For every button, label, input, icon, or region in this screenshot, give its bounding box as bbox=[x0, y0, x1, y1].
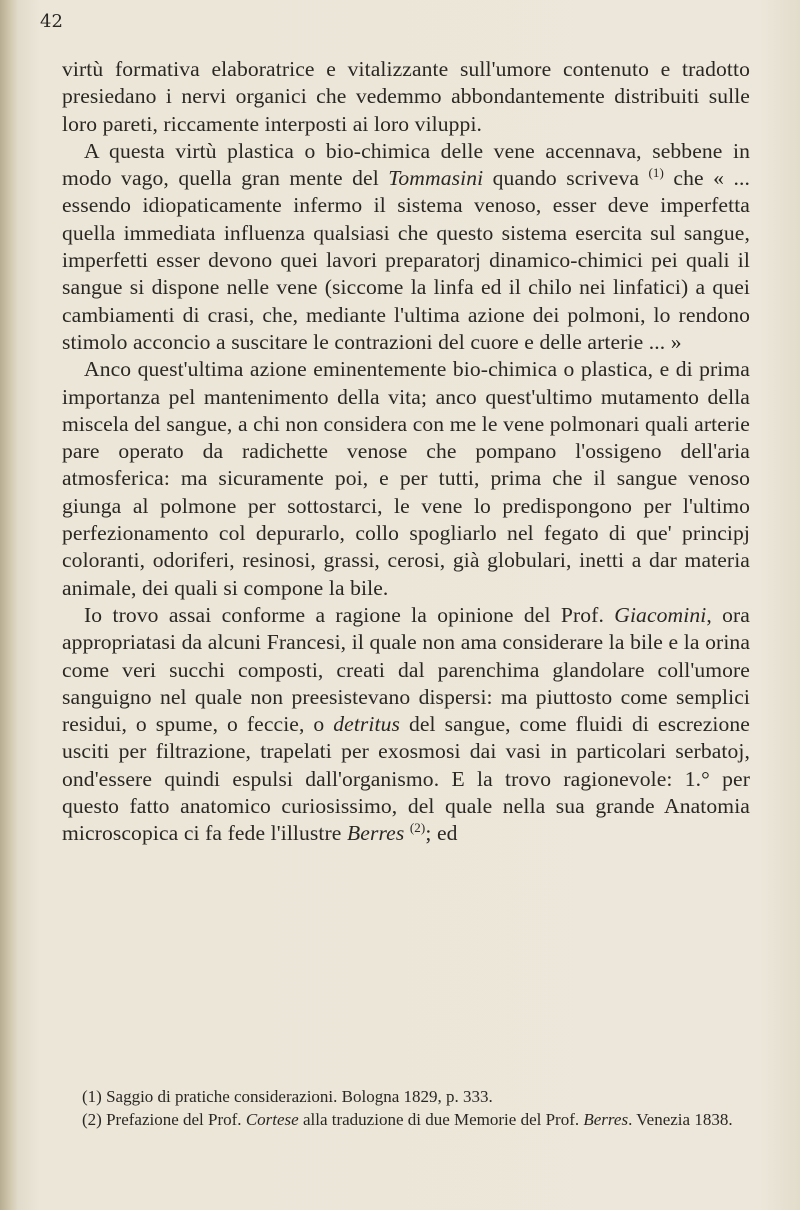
italic-text: Tommasini bbox=[388, 166, 484, 191]
text-run: che « ... essendo idiopaticamente infermo il sistema venoso, esser deve imperfetta quella immediata influenza qualsiasi che questo sistema esercita sul sangue, imperfetti esser devono quei lavori preparatorj dinamico-chimici pei quali il sangue si dispone nelle vene (siccome la linfa ed il chilo nei linfatici) a quei cambiamenti di crasi, che, mediante l'ultima azione dei polmoni, lo rendono stimolo acconcio a suscitare le contrazioni del cuore e delle arterie ... » bbox=[62, 166, 751, 354]
text-run: Io trovo assai conforme a ragione la opinione del Prof. bbox=[84, 602, 615, 627]
footnote-ref: (1) bbox=[648, 165, 664, 180]
body-text bbox=[62, 56, 750, 848]
text-run: virtù formativa elaboratrice e vitalizzante sull'umore contenuto e tradotto presiedano i nervi organici che vedemmo abbondantemente distribuiti sulle loro pareti, riccamente interposti ai loro viluppi. bbox=[62, 57, 750, 136]
italic-text: Berres bbox=[347, 821, 405, 846]
text-run: ; ed bbox=[425, 821, 458, 846]
footnote-ref: (2) bbox=[409, 820, 426, 836]
page-number: 42 bbox=[40, 11, 63, 32]
text-run: (1) Saggio di pratiche considerazioni. Bologna 1829, p. 333. bbox=[82, 1087, 493, 1106]
footnote-2 bbox=[62, 1108, 750, 1131]
paragraph-4 bbox=[62, 602, 750, 848]
paragraph-3 bbox=[62, 356, 750, 602]
text-run: quando scriveva bbox=[483, 166, 649, 191]
italic-text: detritus bbox=[333, 712, 401, 737]
text-run: , ora appropriatasi da alcuni Francesi, il quale non ama considerare la bile e la orina come veri succhi composti, creati dal parenchima glandolare coll'umore sanguigno nel quale non preesistevano dispersi: ma piuttosto come semplici residui, o spume, o feccie, o bbox=[62, 602, 750, 737]
text-run: del sangue, come fluidi di escrezione usciti per filtrazione, trapelati per exosmosi dai vasi in particolari serbatoj, ond'essere quindi espulsi dall'organismo. E la trovo ragionevole: 1.° per questo fatto anatomico curiosissimo, del quale nella sua grande Anatomia microscopica ci fa fede l'illustre bbox=[62, 712, 750, 846]
italic-text: Giacomini bbox=[614, 602, 707, 627]
text-run: . Venezia 1838. bbox=[628, 1110, 733, 1129]
paragraph-2 bbox=[62, 138, 750, 356]
italic-text: Berres bbox=[583, 1110, 629, 1129]
footnotes bbox=[62, 1085, 750, 1131]
paragraph-1 bbox=[62, 56, 750, 138]
page-binding-shadow bbox=[0, 0, 18, 1210]
text-run: (2) Prefazione del Prof. bbox=[82, 1110, 246, 1129]
footnote-1 bbox=[62, 1085, 750, 1108]
text-run: alla traduzione di due Memorie del Prof. bbox=[298, 1110, 584, 1129]
text-run: A questa virtù plastica o bio-chimica delle vene accennava, sebbene in modo vago, quella gran mente del bbox=[62, 138, 750, 191]
italic-text: Cortese bbox=[245, 1110, 299, 1129]
text-run: Anco quest'ultima azione eminentemente bio-chimica o plastica, e di prima importanza pel mantenimento della vita; anco quest'ultimo mutamento della miscela del sangue, a chi non considera con me le vene polmonari quali arterie pare operato da radichette venose che pompano l'ossigeno dell'aria atmosferica: ma sicuramente poi, e per tutti, prima che il sangue venoso giunga al polmone per sottostarci, le vene lo predispongono per l'ultimo perfezionamento col depurarlo, collo spogliarlo nel fegato di que' principj coloranti, odoriferi, resinosi, grassi, cerosi, già globulari, inetti a dar materia animale, dei quali si compone la bile. bbox=[62, 357, 750, 600]
